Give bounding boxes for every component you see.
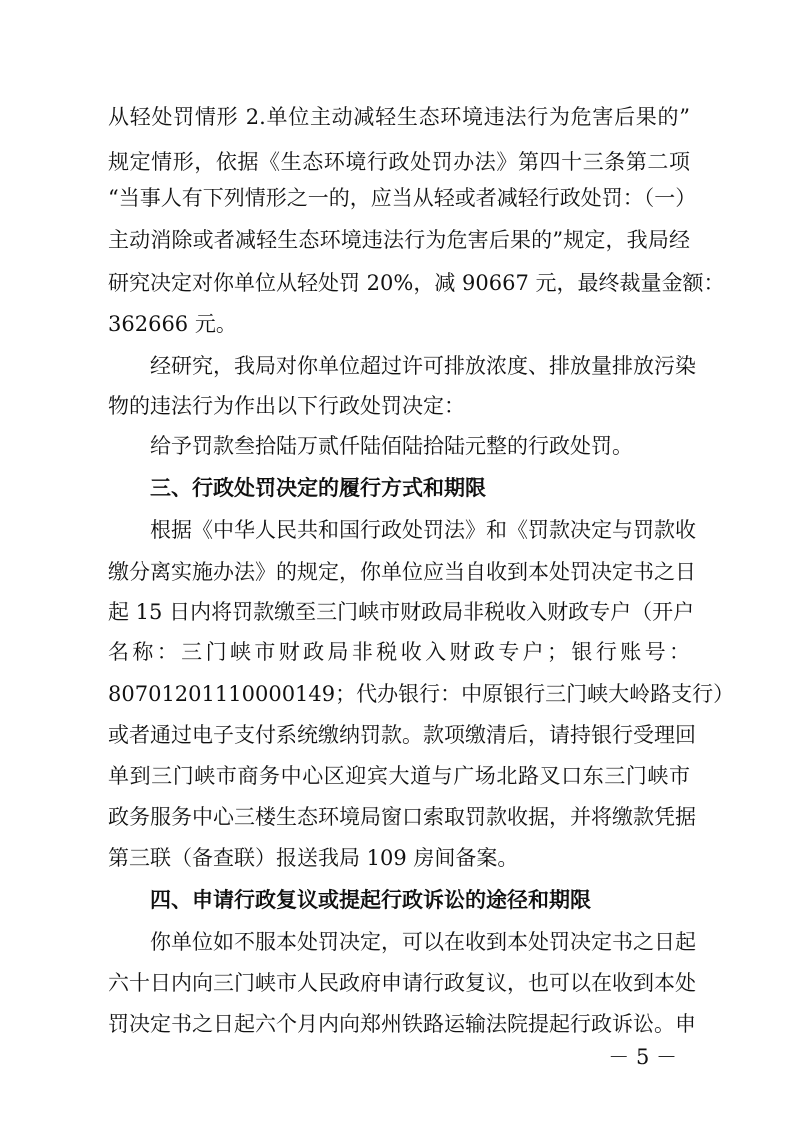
text-line: 80701201110000149；代办银行：中原银行三门峡大岭路支行） [108, 682, 735, 706]
text-line: “当事人有下列情形之一的，应当从轻或者减轻行政处罚：（一） [108, 186, 697, 210]
text-line: 给予罚款叁拾陆万贰仟陆佰陆拾陆元整的行政处罚。 [150, 434, 633, 458]
text-line: 362666 元。 [108, 312, 237, 336]
section-heading: 四、申请行政复议或提起行政诉讼的途径和期限 [150, 888, 591, 912]
text-line: 研究决定对你单位从轻处罚 20%，减 90667 元，最终裁量金额： [108, 271, 725, 295]
section-heading: 三、行政处罚决定的履行方式和期限 [150, 476, 486, 500]
text-line: 六十日内向三门峡市人民政府申请行政复议，也可以在收到本处 [108, 971, 696, 995]
text-line: 单到三门峡市商务中心区迎宾大道与广场北路叉口东三门峡市 [108, 764, 690, 788]
page-number: － 5 － [608, 1045, 677, 1069]
text-line: 或者通过电子支付系统缴纳罚款。款项缴清后，请持银行受理回 [108, 723, 696, 747]
text-line: 第三联（备查联）报送我局 109 房间备案。 [108, 846, 519, 870]
text-line: 主动消除或者减轻生态环境违法行为危害后果的”规定，我局经 [108, 228, 690, 252]
text-line: 你单位如不服本处罚决定，可以在收到本处罚决定书之日起 [150, 930, 696, 954]
text-line: 物的违法行为作出以下行政处罚决定： [108, 394, 465, 418]
text-line: 经研究，我局对你单位超过许可排放浓度、排放量排放污染 [150, 354, 696, 378]
text-line: 名称：三门峡市财政局非税收入财政专户；银行账号： [108, 640, 690, 664]
text-line: 规定情形，依据《生态环境行政处罚办法》第四十三条第二项 [108, 150, 690, 174]
text-line: 起 15 日内将罚款缴至三门峡市财政局非税收入财政专户（开户 [108, 600, 695, 624]
text-line: 根据《中华人民共和国行政处罚法》和《罚款决定与罚款收 [150, 518, 696, 542]
text-line: 罚决定书之日起六个月内向郑州铁路运输法院提起行政诉讼。申 [108, 1012, 696, 1036]
text-line: 政务服务中心三楼生态环境局窗口索取罚款收据，并将缴款凭据 [108, 805, 696, 829]
text-line: 缴分离实施办法》的规定，你单位应当自收到本处罚决定书之日 [108, 560, 696, 584]
text-line: 从轻处罚情形 2.单位主动减轻生态环境违法行为危害后果的” [108, 105, 690, 129]
